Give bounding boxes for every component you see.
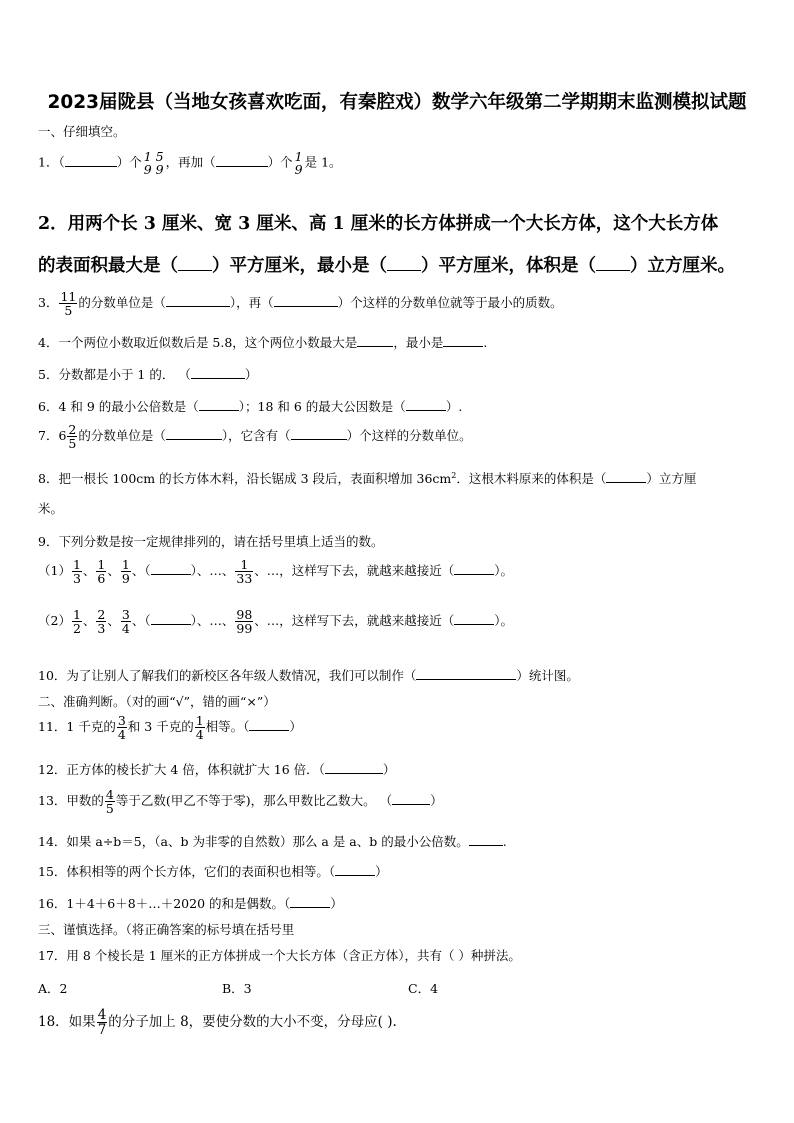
separator: 、 <box>82 613 96 629</box>
q13-text: 13．甲数的 <box>38 793 104 809</box>
q11-text: 和 3 千克的 <box>127 719 194 735</box>
q9-text: ）、…、 <box>190 613 235 629</box>
option-c[interactable]: C．4 <box>408 981 439 996</box>
q4-text: ，最小是 <box>393 335 444 350</box>
option-b[interactable]: B．3 <box>222 981 252 996</box>
answer-blank[interactable] <box>469 833 503 846</box>
option-a[interactable]: A．2 <box>38 981 68 996</box>
answer-blank[interactable] <box>166 427 222 440</box>
answer-blank[interactable] <box>151 612 191 625</box>
q15-text: ） <box>375 864 388 879</box>
question-10 <box>38 666 579 684</box>
superscript: 2 <box>451 470 457 480</box>
q9-text: 、…，这样写下去，就越来越接近（ <box>254 613 455 629</box>
answer-blank[interactable] <box>191 366 245 379</box>
question-4 <box>38 333 487 351</box>
q8-text: ）立方厘 <box>646 471 697 486</box>
fraction: $\frac{1}{4}$ <box>195 713 204 743</box>
q7-text: ），它含有（ <box>221 428 291 444</box>
answer-blank[interactable] <box>325 761 383 774</box>
question-11 <box>38 714 302 741</box>
separator: 、 <box>107 613 120 629</box>
question-12 <box>38 760 395 778</box>
answer-blank[interactable] <box>596 254 630 271</box>
q7-text: 的分数单位是（ <box>78 428 166 444</box>
q6-text: ）. <box>445 399 463 414</box>
q1-text: 1．（ <box>38 154 65 170</box>
question-5 <box>38 365 257 383</box>
row-label: （2） <box>38 613 71 629</box>
q3-text: ），再（ <box>229 295 274 311</box>
q12-text: 12．正方体的棱长扩大 4 倍，体积就扩大 16 倍．（ <box>38 762 325 777</box>
section-heading-choice: 三、谨慎选择。（将正确答案的标号填在括号里 <box>38 922 295 937</box>
answer-blank[interactable] <box>416 667 516 680</box>
q11-text: ） <box>289 719 302 735</box>
separator: 、 <box>107 563 120 579</box>
q12-text: ） <box>382 762 396 777</box>
question-14 <box>38 832 507 850</box>
fraction: $\frac{4}{7}$ <box>97 1007 107 1039</box>
question-7 <box>38 423 472 450</box>
q13-text: 等于乙数(甲乙不等于零)，那么甲数比乙数大。 （ <box>115 793 393 809</box>
section-heading-fill: 一、仔细填空。 <box>38 124 126 139</box>
answer-blank[interactable] <box>443 334 483 347</box>
q8-text: 8．把一根长 100cm 的长方体木料，沿长锯成 3 段后，表面积增加 36cm <box>38 471 452 486</box>
q3-text: 3． <box>38 295 59 311</box>
q10-text: 10．为了让别人了解我们的新校区各年级人数情况，我们可以制作（ <box>38 668 417 683</box>
q1-text: 是 1。 <box>304 154 342 170</box>
fraction: $\frac{98}{99}$ <box>236 607 253 637</box>
question-9-row-1 <box>38 558 513 585</box>
fraction: $\frac{1}{2}$ <box>72 607 81 637</box>
q2-text: ）平方厘米，体积是（ <box>421 256 596 276</box>
answer-blank[interactable] <box>290 895 330 908</box>
q11-text: 相等。（ <box>205 719 250 735</box>
q16-text: 16．1＋4＋6＋8＋…＋2020 的和是偶数。（ <box>38 896 291 911</box>
question-13 <box>38 788 443 815</box>
q4-text: 4．一个两位小数取近似数后是 5.8，这个两位小数最大是 <box>38 335 358 350</box>
answer-blank[interactable] <box>406 398 446 411</box>
fraction: $\frac{11}{5}$ <box>60 289 77 319</box>
answer-blank[interactable] <box>335 863 375 876</box>
question-8-cont: 米。 <box>38 501 64 516</box>
q9-text: 、（ <box>131 563 151 579</box>
fraction: $\frac{1}{33}$ <box>236 557 253 587</box>
answer-blank[interactable] <box>454 562 494 575</box>
answer-blank[interactable] <box>249 718 289 731</box>
answer-blank[interactable] <box>151 562 191 575</box>
answer-blank[interactable] <box>387 254 421 271</box>
answer-blank[interactable] <box>65 154 117 167</box>
q18-text: 18．如果 <box>38 1014 96 1031</box>
mixed-number: 6 $\frac{2}{5}$ <box>58 422 77 452</box>
question-9: 9．下列分数是按一定规律排列的，请在括号里填上适当的数。 <box>38 534 384 549</box>
q1-text: ）个 <box>267 154 293 170</box>
q7-text: 7． <box>38 428 59 444</box>
q5-text: ） <box>244 367 258 382</box>
q7-text: ）个这样的分数单位。 <box>346 428 472 444</box>
question-3 <box>38 290 563 317</box>
q2-text: ）立方厘米。 <box>630 256 735 276</box>
page-title: 2023届陇县（当地女孩喜欢吃面，有秦腔戏）数学六年级第二学期期末监测模拟试题 <box>47 92 747 113</box>
fraction: $\frac{1}{6}$ <box>97 557 106 587</box>
question-1 <box>38 150 342 176</box>
answer-blank[interactable] <box>606 470 646 483</box>
fraction: 5 9 <box>155 149 164 178</box>
fraction: $\frac{1}{3}$ <box>72 557 81 587</box>
q1-text: ）个 <box>116 154 142 170</box>
question-15 <box>38 862 388 880</box>
answer-blank[interactable] <box>274 294 338 307</box>
separator: 、 <box>82 563 96 579</box>
fraction: $\frac{3}{4}$ <box>121 607 130 637</box>
q14-text: . <box>502 834 507 849</box>
q4-text: . <box>483 335 488 350</box>
q9-text: ）、…、 <box>190 563 235 579</box>
q11-text: 11．1 千克的 <box>38 719 116 735</box>
question-2-line-2 <box>38 252 735 277</box>
q8-text: ．这根木料原来的体积是（ <box>456 471 607 486</box>
fraction: $\frac{1}{9}$ <box>121 557 130 587</box>
fraction: 1 9 <box>294 149 303 178</box>
q9-text: 、…，这样写下去，就越来越接近（ <box>254 563 455 579</box>
fraction: $\frac{3}{4}$ <box>117 713 126 743</box>
q3-text: 的分数单位是（ <box>78 295 166 311</box>
q16-text: ） <box>330 896 343 911</box>
answer-blank[interactable] <box>216 154 268 167</box>
answer-blank[interactable] <box>199 398 239 411</box>
question-9-row-2 <box>38 608 513 635</box>
question-18 <box>38 1008 397 1037</box>
q3-text: ）个这样的分数单位就等于最小的质数。 <box>337 295 563 311</box>
section-heading-judge: 二、准确判断。（对的画“√”，错的画“×”） <box>38 694 276 709</box>
q6-text: 6．4 和 9 的最小公倍数是（ <box>38 399 199 414</box>
q18-text: 的分子加上 8，要使分数的大小不变，分母应( ). <box>108 1014 397 1031</box>
q10-text: ）统计图。 <box>516 668 579 683</box>
answer-blank[interactable] <box>454 612 494 625</box>
answer-blank[interactable] <box>291 427 347 440</box>
fraction: $\frac{4}{5}$ <box>105 787 114 817</box>
q14-text: 14．如果 a÷b＝5，（a、b 为非零的自然数）那么 a 是 a、b 的最小公倍数。 <box>38 834 469 849</box>
fraction: $\frac{2}{3}$ <box>97 607 106 637</box>
q9-text: 、（ <box>131 613 151 629</box>
q2-text: ）平方厘米，最小是（ <box>212 256 387 276</box>
q5-text: 5．分数都是小于 1 的． （ <box>38 367 191 382</box>
fraction: 1 9 <box>143 149 152 178</box>
q9-text: ）。 <box>494 563 514 579</box>
question-17: 17．用 8 个棱长是 1 厘米的正方体拼成一个大长方体（含正方体），共有（ ）种拼法。 <box>38 948 521 963</box>
answer-blank[interactable] <box>178 254 212 271</box>
q15-text: 15．体积相等的两个长方体，它们的表面积也相等。（ <box>38 864 336 879</box>
q13-text: ） <box>430 793 443 809</box>
answer-blank[interactable] <box>357 334 393 347</box>
question-2-line-1: 2．用两个长 3 厘米、宽 3 厘米、高 1 厘米的长方体拼成一个大长方体，这个大长方体 <box>38 214 719 234</box>
q6-text: ）；18 和 6 的最大公因数是（ <box>238 399 406 414</box>
question-16 <box>38 894 343 912</box>
q1-text: ，再加（ <box>165 154 216 170</box>
question-8 <box>38 469 696 487</box>
row-label: （1） <box>38 563 71 579</box>
q2-text: 的表面积最大是（ <box>38 256 178 276</box>
question-6 <box>38 397 462 415</box>
answer-blank[interactable] <box>166 294 230 307</box>
q9-text: ）。 <box>494 613 514 629</box>
answer-blank[interactable] <box>392 792 430 805</box>
